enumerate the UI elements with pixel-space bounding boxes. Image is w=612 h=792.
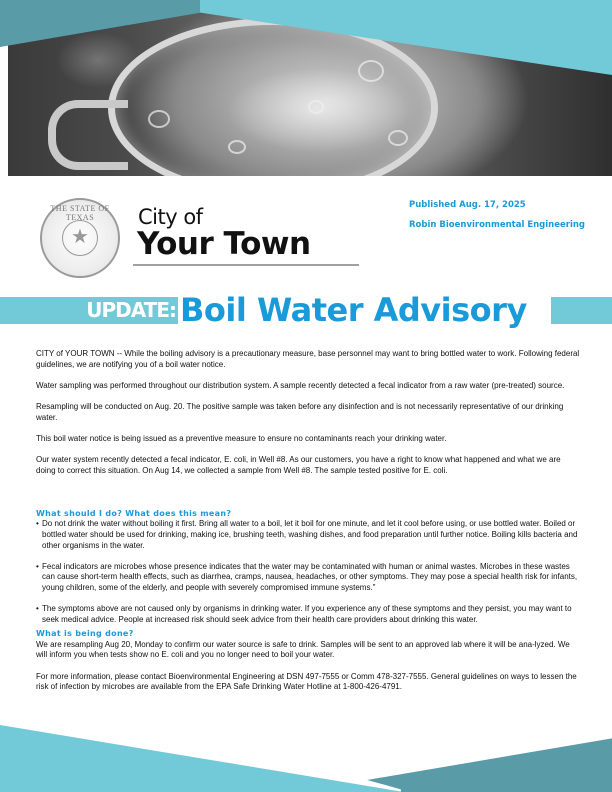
town-name: Your Town <box>137 226 311 262</box>
contact-paragraph: For more information, please contact Bioenvironmental Engineering at DSN 497-7555 or Comm 478-327-7555. General guidelines on ways to lessen the risk of infection by microbes are available from the EPA Safe Drinking Water Hotline at 1-800-426-4791. <box>36 671 577 692</box>
publishing-organization: Robin Bioenvironmental Engineering <box>409 220 586 230</box>
bubble <box>148 110 170 128</box>
seal-inner-ring <box>62 220 98 256</box>
published-date: Published Aug. 17, 2025 <box>409 200 526 210</box>
city-of-label: City of <box>138 205 203 229</box>
bubble <box>308 100 324 114</box>
update-label: UPDATE: <box>86 298 176 322</box>
list-item: • The symptoms above are not caused only by organisms in drinking water. If you experience any of these symptoms and they persist, you may want to seek medical advice. People at increased risk should seek advice from their health care providers about drinking this water. <box>36 604 572 624</box>
list-item: • Do not drink the water without boiling it first. Bring all water to a boil, let it boil for one minute, and let it cool before using, or use bottled water. Boiled or bottled water should be used for drinking, making ice, brushing teeth, washing dishes, and food preparation until further notice. Boiling kills bacteria and other organisms in the water. <box>36 519 578 550</box>
resample-plan-paragraph: We are resampling Aug 20, Monday to confirm our water source is safe to drink. Samples will be sent to an approved lab where it will be ana-lyzed. We will inform you when tests show no E. coli and you no longer need to boil your water. <box>36 639 570 660</box>
bubble <box>228 140 246 154</box>
list-item: • Fecal indicators are microbes whose presence indicates that the water may be contaminated with human or animal wastes. Microbes in these wastes can cause short-term health effects, such as diarrhea, cramps, nausea, headaches, or other symptoms. They may pose a special health risk for infants, young children, some of the elderly, and people with severely compromised immune systems." <box>36 561 578 592</box>
section-heading-what-is-done: What is being done? <box>36 629 134 639</box>
detection-paragraph: Our water system recently detected a fecal indicator, E. coli, in Well #8. As our customers, you have a right to know what happened and what we are doing to correct this situation. On Aug 14, we collected a sample from Well #8. The sample tested positive for E. coli. <box>36 454 561 475</box>
bubble <box>388 130 408 146</box>
seal-text: THE STATE OF TEXAS <box>50 204 110 222</box>
pot-handle <box>48 100 128 170</box>
resampling-paragraph: Resampling will be conducted on Aug. 20. The positive sample was taken before any disinfection and is not necessarily representative of our drinking water. <box>36 401 564 422</box>
sampling-paragraph: Water sampling was performed throughout our distribution system. A sample recently detected a fecal indicator from a raw water (pre-treated) source. <box>36 380 565 390</box>
title-divider <box>133 264 359 266</box>
section-heading-what-to-do: What should I do? What does this mean? <box>36 508 232 518</box>
bullet-icon: • <box>36 561 39 571</box>
title-band-right <box>551 297 612 324</box>
bubble <box>358 60 384 82</box>
star-icon: ★ <box>71 226 89 248</box>
advisory-body <box>36 349 582 703</box>
bullet-icon: • <box>36 519 39 529</box>
notice-paragraph: This boil water notice is being issued as a preventive measure to ensure no contaminants reach your drinking water. <box>36 433 447 443</box>
pot-rim <box>108 18 438 176</box>
page-title: Boil Water Advisory <box>180 291 527 329</box>
bullet-icon: • <box>36 604 39 614</box>
texas-seal <box>40 198 120 278</box>
intro-paragraph: CITY of YOUR TOWN -- While the boiling advisory is a precautionary measure, base personnel may want to bring bottled water to work. Following federal guidelines, we are notifying you of a boil water notice. <box>36 349 580 369</box>
